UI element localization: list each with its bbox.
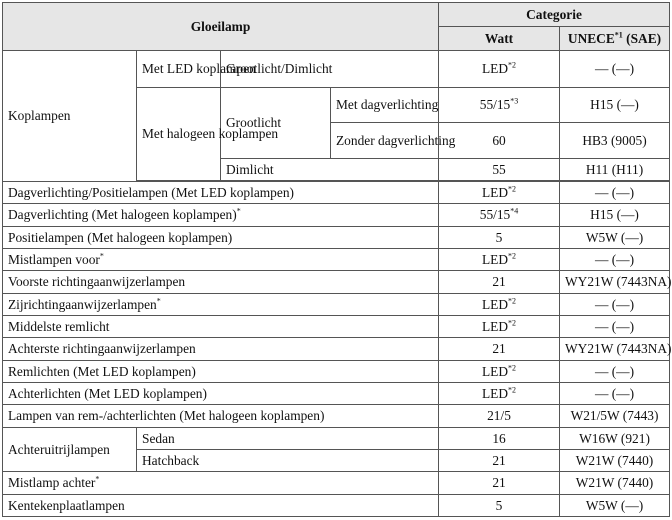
unece-footnote-mark: *1	[614, 30, 623, 40]
watt-value: LED	[482, 319, 509, 335]
bulb-label-cell	[3, 226, 439, 248]
bulb-label-cell	[3, 271, 439, 293]
table-row	[3, 338, 670, 360]
bulb-label-cell	[3, 293, 439, 315]
table-row	[3, 248, 670, 270]
bulb-label: Mistlampen voor	[8, 252, 100, 268]
bulb-label: Achterste richtingaanwijzerlampen	[8, 341, 196, 357]
table-row	[3, 181, 670, 203]
bulb-label: Achterlichten (Met LED koplampen)	[8, 386, 207, 402]
bulb-label: Positielampen (Met halogeen koplampen)	[8, 229, 233, 245]
bulb-label: Middelste remlicht	[8, 319, 110, 335]
bulb-label-cell	[3, 472, 439, 494]
watt-footnote-mark: *2	[508, 318, 517, 328]
watt-cell	[439, 248, 560, 270]
unece-cell: WY21W (7443NA)	[560, 271, 670, 293]
header-row	[3, 3, 670, 27]
unece-cell: — (—)	[560, 248, 670, 270]
bulb-label-cell	[3, 315, 439, 337]
bulb-label: Dagverlichting/Positielampen (Met LED koplampen)	[8, 185, 294, 201]
watt-footnote-mark: *3	[510, 96, 519, 106]
unece-cell: WY21W (7443NA)	[560, 338, 670, 360]
table-row	[3, 51, 670, 88]
table-row	[3, 271, 670, 293]
bulb-specification-table	[2, 2, 670, 517]
watt-footnote-mark: *2	[508, 60, 517, 70]
watt-cell	[439, 405, 560, 427]
unece-cell: — (—)	[560, 360, 670, 382]
with-drl-label: Met dagverlichting	[331, 87, 439, 123]
bulb-label-cell	[3, 338, 439, 360]
table-row	[3, 204, 670, 226]
unece-cell: H15 (—)	[560, 204, 670, 226]
bulb-label-cell	[3, 248, 439, 270]
label-footnote-mark: *	[95, 474, 100, 484]
reverse-lamps-label: Achteruitrijlampen	[3, 427, 137, 472]
watt-cell	[439, 181, 560, 203]
bulb-label-cell	[3, 360, 439, 382]
watt-cell: 60	[439, 123, 560, 159]
led-function-label: Grootlicht/Dimlicht	[221, 51, 439, 88]
watt-value: 21	[492, 274, 506, 290]
watt-cell	[439, 338, 560, 360]
low-beam-label: Dimlicht	[221, 158, 439, 180]
bulb-label-cell	[3, 405, 439, 427]
unece-cell: H11 (H11)	[560, 158, 670, 180]
led-headlamps-label: Met LED koplampen	[137, 51, 221, 88]
watt-value: 55/15	[479, 207, 511, 223]
label-footnote-mark: *	[156, 296, 161, 306]
unece-cell: W21/5W (7443)	[560, 405, 670, 427]
unece-header	[560, 27, 670, 51]
watt-cell	[439, 51, 560, 88]
body-type-label: Hatchback	[137, 449, 439, 471]
table-row	[3, 427, 670, 449]
watt-cell	[439, 271, 560, 293]
bulb-label-cell	[3, 494, 439, 516]
watt-cell	[439, 315, 560, 337]
watt-cell	[439, 360, 560, 382]
watt-value: 21	[492, 341, 506, 357]
watt-footnote-mark: *2	[508, 251, 517, 261]
unece-cell: — (—)	[560, 181, 670, 203]
table-row	[3, 494, 670, 516]
body-type-label: Sedan	[137, 427, 439, 449]
table-row	[3, 315, 670, 337]
sae-header-label: (SAE)	[622, 31, 662, 46]
watt-cell	[439, 382, 560, 404]
table-row	[3, 405, 670, 427]
bulb-label: Mistlamp achter	[8, 475, 96, 491]
table-row	[3, 293, 670, 315]
bulb-header: Gloeilamp	[3, 3, 439, 51]
bulb-label: Voorste richtingaanwijzerlampen	[8, 274, 186, 290]
watt-cell	[439, 87, 560, 123]
watt-footnote-mark: *2	[508, 385, 517, 395]
halogen-headlamps-label: Met halogeen koplampen	[137, 87, 221, 180]
bulb-label-cell	[3, 382, 439, 404]
unece-cell: — (—)	[560, 315, 670, 337]
bulb-label: Dagverlichting (Met halogeen koplampen)	[8, 207, 237, 223]
watt-footnote-mark: *2	[508, 363, 517, 373]
watt-cell	[439, 226, 560, 248]
watt-footnote-mark: *2	[508, 184, 517, 194]
bulb-label-cell	[3, 181, 439, 203]
bulb-label: Remlichten (Met LED koplampen)	[8, 363, 196, 379]
unece-cell: W5W (—)	[560, 494, 670, 516]
watt-header: Watt	[439, 27, 560, 51]
bulb-label: Kentekenplaatlampen	[8, 497, 125, 513]
watt-value: 5	[495, 497, 503, 513]
unece-cell: W21W (7440)	[560, 472, 670, 494]
bulb-label: Lampen van rem-/achterlichten (Met halogeen koplampen)	[8, 408, 325, 424]
watt-cell: 55	[439, 158, 560, 180]
unece-cell: — (—)	[560, 51, 670, 88]
unece-cell: — (—)	[560, 382, 670, 404]
watt-cell: 16	[439, 427, 560, 449]
table-row	[3, 382, 670, 404]
watt-value: LED	[482, 386, 509, 402]
bulb-label-cell	[3, 204, 439, 226]
watt-value: LED	[482, 185, 509, 201]
unece-cell: HB3 (9005)	[560, 123, 670, 159]
watt-cell	[439, 204, 560, 226]
watt-cell	[439, 293, 560, 315]
unece-cell: W5W (—)	[560, 226, 670, 248]
watt-footnote-mark: *4	[510, 206, 519, 216]
watt-value: 55/15	[479, 97, 511, 113]
unece-cell: H15 (—)	[560, 87, 670, 123]
without-drl-label: Zonder dagverlichting	[331, 123, 439, 159]
label-footnote-mark: *	[99, 251, 104, 261]
unece-header-label: UNECE	[567, 31, 615, 46]
watt-value: 21	[492, 475, 506, 491]
unece-cell: — (—)	[560, 293, 670, 315]
watt-cell: 21	[439, 449, 560, 471]
bulb-label: Zijrichtingaanwijzerlampen	[8, 296, 157, 312]
watt-cell	[439, 472, 560, 494]
table-row	[3, 472, 670, 494]
unece-cell: W21W (7440)	[560, 449, 670, 471]
watt-value: 21/5	[487, 408, 511, 424]
table-row	[3, 360, 670, 382]
watt-cell	[439, 494, 560, 516]
high-beam-label: Grootlicht	[221, 87, 331, 158]
watt-value: LED	[482, 61, 509, 77]
table-row	[3, 226, 670, 248]
headlamps-label: Koplampen	[3, 51, 137, 182]
unece-cell: W16W (921)	[560, 427, 670, 449]
watt-footnote-mark: *2	[508, 296, 517, 306]
watt-value: LED	[482, 363, 509, 379]
watt-value: LED	[482, 296, 509, 312]
label-footnote-mark: *	[236, 206, 241, 216]
watt-value: LED	[482, 252, 509, 268]
category-header: Categorie	[439, 3, 670, 27]
watt-value: 5	[495, 229, 503, 245]
